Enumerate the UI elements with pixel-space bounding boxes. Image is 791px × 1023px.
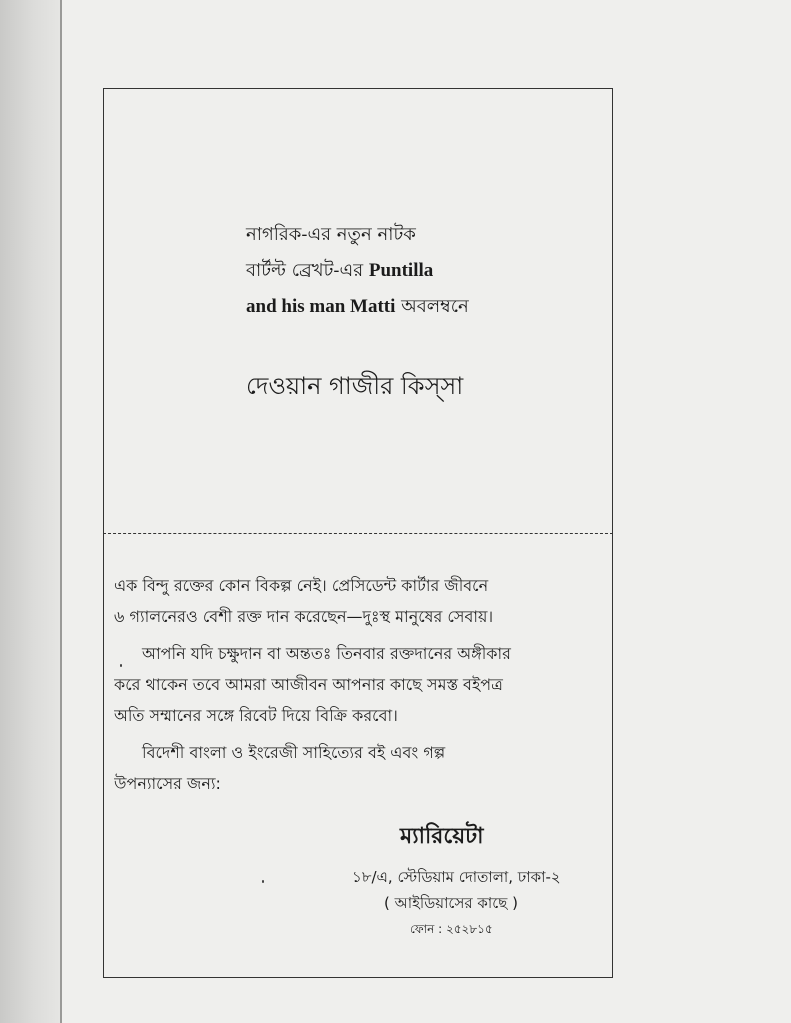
announcement-line-2 xyxy=(246,258,576,284)
play-title: দেওয়ান গাজীর কিস্‌সা xyxy=(246,372,464,400)
shop-landmark: ( আইডিয়াসের কাছে ) xyxy=(384,894,518,912)
paragraph-2-line-3: অতি সম্মানের সঙ্গে রিবেট দিয়ে বিক্রি করবো। xyxy=(114,706,398,725)
playwright-credit: বার্টল্ট ব্রেখট-এর xyxy=(246,260,369,281)
source-play-title-part-2: and his man Matti xyxy=(246,296,396,317)
paragraph-2-line-2: করে থাকেন তবে আমরা আজীবন আপনার কাছে সমস্ত বইপত্র xyxy=(114,675,503,694)
shop-address: ১৮/এ, স্টেডিয়াম দোতালা, ঢাকা-২ xyxy=(352,868,561,886)
paragraph-1-line-2: ৬ গ্যালনেরও বেশী রক্ত দান করেছেন—দুঃস্থ মানুষের সেবায়। xyxy=(114,607,494,626)
adaptation-note: অবলম্বনে xyxy=(395,296,469,317)
paragraph-3-line-2: উপন্যাসের জন্য: xyxy=(114,774,221,793)
book-gutter xyxy=(0,0,62,1023)
advertisement-body xyxy=(114,570,614,799)
paragraph-3-line-1: বিদেশী বাংলা ও ইংরেজী সাহিত্যের বই এবং গল্প xyxy=(142,743,446,762)
section-divider xyxy=(103,533,613,534)
paragraph-1-line-1: এক বিন্দু রক্তের কোন বিকল্প নেই। প্রেসিডেন্ট কার্টার জীবনে xyxy=(114,576,489,595)
print-speck xyxy=(120,664,122,667)
source-play-title-part-1: Puntilla xyxy=(368,260,434,281)
print-speck xyxy=(262,880,264,883)
shop-name: ম্যারিয়েটা xyxy=(400,823,484,849)
shop-phone: ফোন : ২৫২৮১৫ xyxy=(410,922,493,936)
play-announcement xyxy=(246,222,576,330)
announcement-line-1: নাগরিক-এর নতুন নাটক xyxy=(246,224,416,245)
announcement-line-3 xyxy=(246,294,576,320)
paragraph-2-line-1: আপনি যদি চক্ষুদান বা অন্ততঃ তিনবার রক্তদানের অঙ্গীকার xyxy=(142,644,511,663)
